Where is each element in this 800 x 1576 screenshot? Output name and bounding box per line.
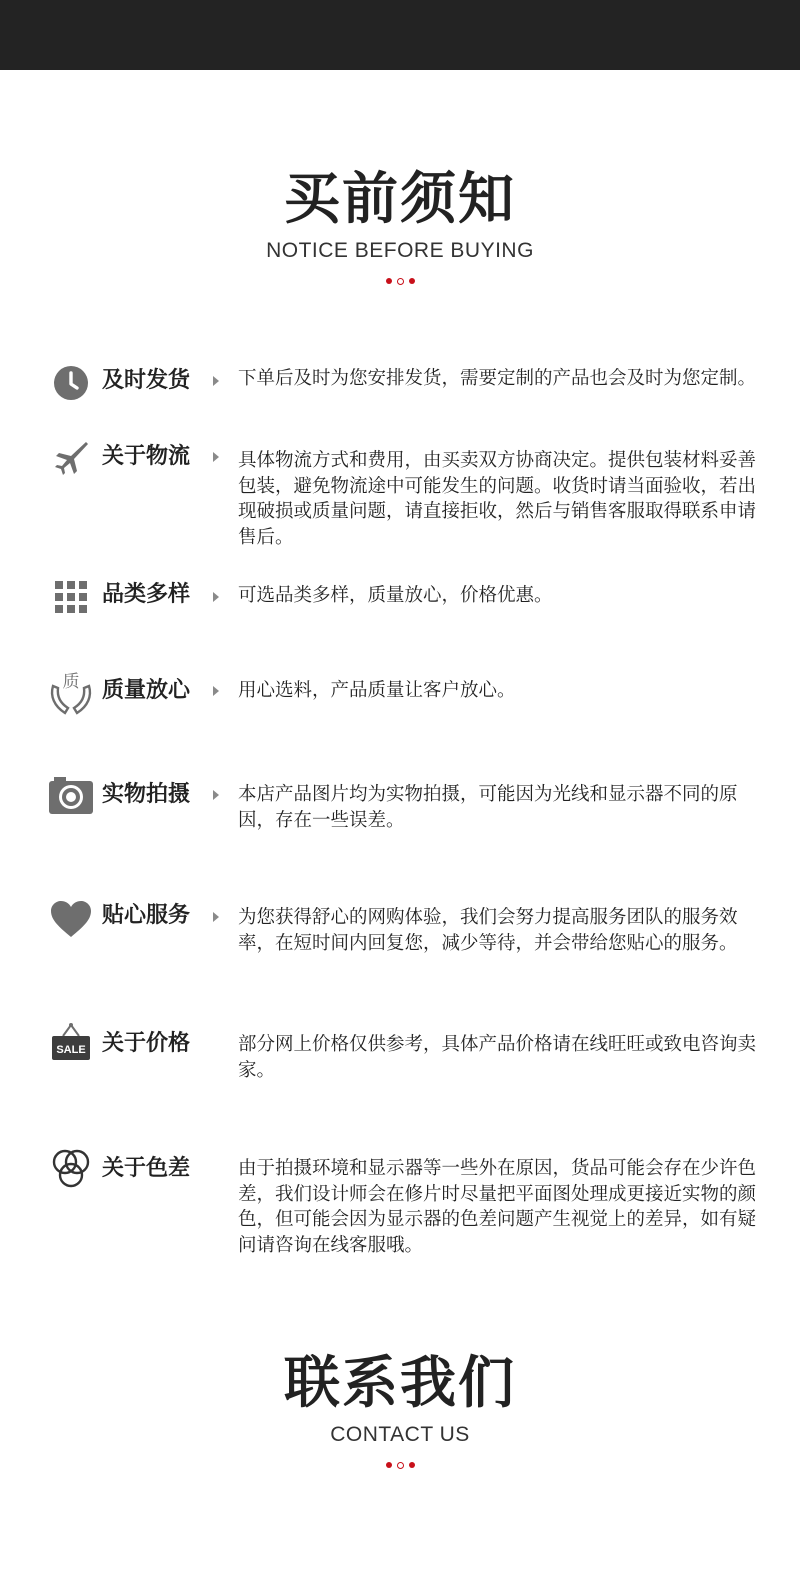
notice-title: 实物拍摄 — [102, 782, 191, 807]
arrow-right-icon — [213, 790, 219, 800]
notice-text: 本店产品图片均为实物拍摄，可能因为光线和显示器不同的原因，存在一些误差。 — [238, 784, 738, 831]
notice-header — [0, 168, 800, 286]
ring-dot-icon — [397, 1462, 404, 1469]
contact-title: 联系我们 — [284, 1351, 516, 1416]
notice-text: 部分网上价格仅供参考，具体产品价格请在线旺旺或致电咨询卖家。 — [238, 1034, 757, 1081]
notice-text: 由于拍摄环境和显示器等一些外在原因，货品可能会存在少许色差，我们设计师会在修片时尽量把平面图处理成更接近实物的颜色，但可能会因为显示器的色差问题产生视觉上的差异，如有疑问请咨询在线客服哦。 — [238, 1158, 757, 1256]
notice-title: 关于色差 — [102, 1156, 191, 1181]
page-subtitle: NOTICE BEFORE BUYING — [266, 239, 534, 262]
notice-title: 贴心服务 — [102, 903, 191, 928]
svg-text:质: 质 — [62, 672, 80, 692]
notice-title: 关于价格 — [102, 1031, 191, 1056]
quality-hands-icon — [48, 668, 94, 718]
arrow-right-icon — [213, 592, 219, 602]
camera-icon — [48, 772, 94, 818]
notice-title: 质量放心 — [102, 678, 191, 703]
clock-icon — [48, 360, 94, 406]
notice-title: 及时发货 — [102, 368, 191, 393]
grid-icon — [48, 574, 94, 620]
notice-text: 用心选料，产品质量让客户放心。 — [238, 680, 516, 701]
notice-text: 下单后及时为您安排发货，需要定制的产品也会及时为您定制。 — [238, 368, 757, 389]
sale-tag-icon — [48, 1020, 94, 1066]
notice-title: 关于物流 — [102, 444, 191, 469]
top-bar — [0, 0, 800, 70]
notice-text: 可选品类多样，质量放心，价格优惠。 — [238, 585, 553, 606]
heart-icon — [48, 896, 94, 942]
notice-text: 为您获得舒心的网购体验，我们会努力提高服务团队的服务效率，在短时间内回复您，减少等待，并会带给您贴心的服务。 — [238, 907, 738, 954]
contact-header — [0, 1352, 800, 1470]
red-dot-icon — [409, 1462, 415, 1468]
color-circles-icon — [48, 1146, 94, 1192]
notice-text: 具体物流方式和费用，由买卖双方协商决定。提供包装材料妥善包装，避免物流途中可能发生的问题。收货时请当面验收，若出现破损或质量问题，请直接拒收，然后与销售客服取得联系申请售后。 — [238, 450, 757, 548]
red-dot-icon — [386, 278, 392, 284]
notice-title: 品类多样 — [102, 582, 191, 607]
title-divider-dots — [0, 276, 800, 286]
page-title: 买前须知 — [284, 167, 516, 232]
title-divider-dots — [0, 1460, 800, 1470]
svg-text:SALE: SALE — [56, 1044, 86, 1056]
arrow-right-icon — [213, 686, 219, 696]
red-dot-icon — [386, 1462, 392, 1468]
contact-subtitle: CONTACT US — [330, 1423, 470, 1446]
arrow-right-icon — [213, 376, 219, 386]
arrow-right-icon — [213, 912, 219, 922]
arrow-right-icon — [213, 452, 219, 462]
airplane-icon — [48, 434, 94, 480]
ring-dot-icon — [397, 278, 404, 285]
red-dot-icon — [409, 278, 415, 284]
